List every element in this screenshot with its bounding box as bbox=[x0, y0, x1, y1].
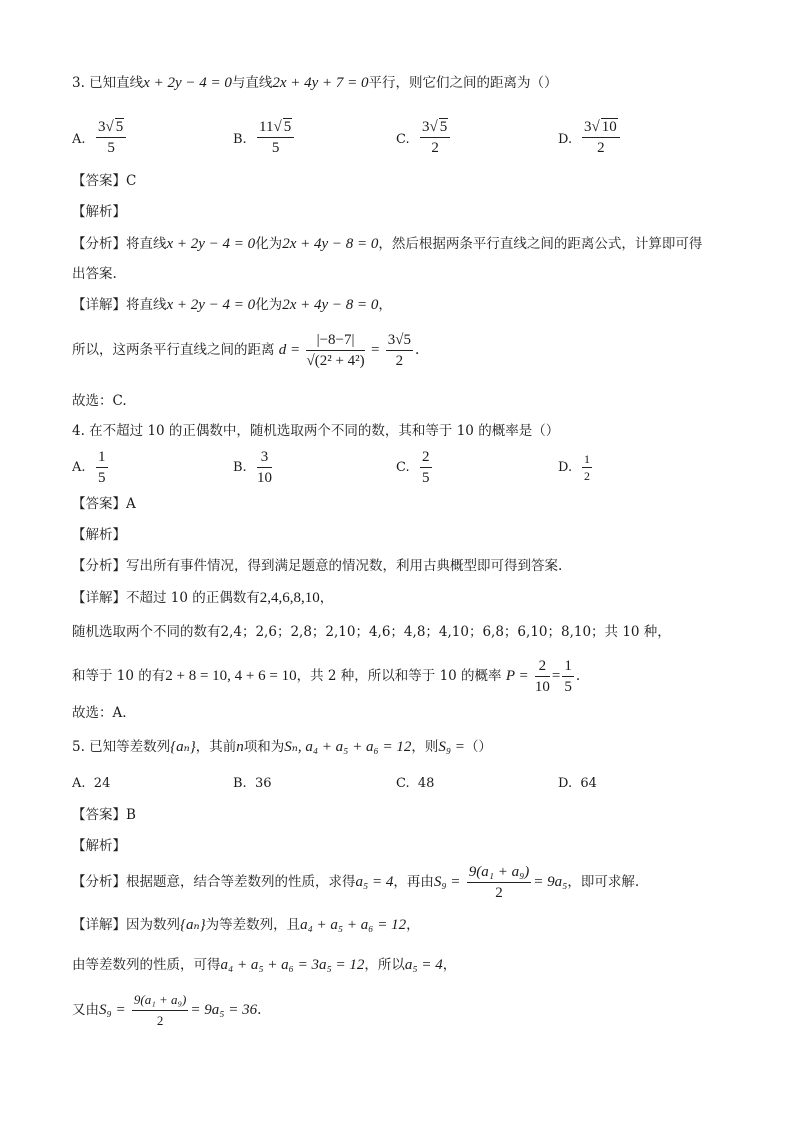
q5-option-c bbox=[396, 774, 434, 794]
q4-stem-text: 4. 在不超过 10 的正偶数中，随机选取两个不同的数，其和等于 10 的概率是（） bbox=[72, 423, 560, 439]
frac-den: 5 bbox=[564, 679, 572, 695]
q4-analysis-heading bbox=[72, 525, 126, 545]
frac-radicand: 5 bbox=[439, 119, 448, 135]
answer-value: B bbox=[126, 807, 136, 823]
q3-fenxi-text-4: 出答案. bbox=[72, 266, 117, 282]
q5-xj-text-2: 为等差数列，且 bbox=[205, 917, 301, 933]
option-label: D. bbox=[558, 460, 573, 475]
option-fraction bbox=[582, 452, 592, 483]
q4-guxuan-text: 故选：A. bbox=[72, 705, 127, 721]
answer-tag: 【答案】 bbox=[72, 807, 126, 823]
q3-xj-text: 将直线 bbox=[126, 297, 167, 313]
q5-prop-text-2: ，所以 bbox=[364, 957, 405, 973]
option-label: C. bbox=[396, 132, 410, 147]
frac-num: 1 bbox=[584, 452, 590, 466]
option-fraction bbox=[420, 448, 432, 487]
option-fraction: $\frac{3√ 5}{2}$ bbox=[420, 118, 450, 157]
frac-den: 5 bbox=[107, 140, 115, 156]
q4-option-c bbox=[396, 448, 536, 490]
frac-den: 5 bbox=[98, 470, 106, 486]
q3-xj-text-3: ， bbox=[378, 297, 392, 313]
option-value: 36 bbox=[254, 776, 272, 791]
frac-radicand: 5 bbox=[115, 119, 124, 135]
q4-xj-text: 不超过 10 的正偶数有 bbox=[126, 590, 260, 606]
q4-option-a bbox=[72, 448, 212, 490]
q3-dist-fraction bbox=[306, 331, 364, 370]
q4-sum-text-2: ，共 2 种，所以和等于 10 的概率 bbox=[296, 668, 502, 684]
q4-prob-result bbox=[562, 657, 574, 696]
q5-stem-text-5: （） bbox=[464, 739, 492, 755]
q3-xj-eq2: 2x + 4y − 8 = 0 bbox=[282, 297, 379, 313]
q3-stem-text: 3. 已知直线 bbox=[72, 75, 144, 91]
q5-again-text-2: . bbox=[257, 1002, 262, 1018]
q3-line2-equation: 2x + 4y + 7 = 0 bbox=[272, 75, 369, 91]
option-label: D. bbox=[558, 776, 573, 791]
frac-coef: 11 bbox=[259, 119, 274, 135]
q5-fenxi bbox=[72, 862, 639, 902]
option-label: A. bbox=[72, 776, 86, 791]
q5-option-a bbox=[72, 774, 110, 794]
q5-stem-text-2: ，其前 bbox=[195, 739, 237, 755]
q4-xj-text-2: ， bbox=[319, 590, 334, 606]
frac-den: 2 bbox=[431, 140, 439, 156]
xiangjie-tag: 【详解】 bbox=[72, 917, 126, 933]
q4-guxuan bbox=[72, 703, 127, 723]
frac-den: 2 bbox=[156, 1013, 164, 1028]
q3-distance: 所以，这两条平行直线之间的距离 d = $\frac{|-8-7|}{\text{√(2² + 4²)}}$ = $\frac{3√5}{2}$ . bbox=[72, 332, 420, 369]
q3-dist-result bbox=[386, 331, 413, 370]
q5-fenxi-eq1: a₅ = 4 bbox=[355, 874, 394, 890]
option-fraction: $\frac{11√ 5}{5}$ bbox=[257, 118, 294, 157]
q5-stem-seq: {aₙ} bbox=[170, 739, 196, 755]
q3-xj-text-2: 化为 bbox=[255, 297, 283, 313]
fenxi-tag: 【分析】 bbox=[72, 874, 126, 890]
answer-value: A bbox=[126, 496, 136, 512]
q5-stem-text-3: 项和为 bbox=[243, 739, 285, 755]
q3-answer bbox=[72, 171, 136, 191]
frac-den: 10 bbox=[534, 679, 550, 695]
q4-sum-text: 和等于 10 的有 bbox=[72, 668, 166, 684]
q5-fenxi-text: 根据题意，结合等差数列的性质，求得 bbox=[126, 874, 356, 890]
q5-fenxi-text-3: ，即可求解. bbox=[567, 874, 640, 890]
fenxi-tag: 【分析】 bbox=[72, 558, 126, 574]
q4-stem bbox=[72, 421, 559, 441]
option-fraction: $\frac{3√ 10}{2}$ bbox=[582, 118, 620, 157]
option-label: A. bbox=[72, 132, 86, 147]
frac-num: 3√5 bbox=[386, 331, 413, 351]
option-label: B. bbox=[233, 460, 247, 475]
q5-again bbox=[72, 990, 261, 1030]
q3-analysis-heading bbox=[72, 202, 126, 222]
frac-den: 5 bbox=[271, 140, 280, 156]
q5-xj-eq: a₄ + a₅ + a₆ = 12 bbox=[300, 917, 407, 933]
analysis-tag: 【解析】 bbox=[72, 838, 126, 854]
q5-prop-eq: a₄ + a₅ + a₆ = 3a₅ = 12 bbox=[220, 957, 365, 973]
q3-dist-text: 所以，这两条平行直线之间的距离 bbox=[72, 342, 275, 358]
q4-sum: 和等于 10 的有2 + 8 = 10, 4 + 6 = 10，共 2 种，所以和等于 10 的概率 P = $\frac{2}{10}$ = $\frac{1}{5}$ . bbox=[72, 658, 581, 695]
q5-stem-text: 5. 已知等差数列 bbox=[72, 739, 171, 755]
q5-again-s9: S₉ = bbox=[99, 1002, 126, 1018]
frac-num: 9(a₁ + a₉) bbox=[132, 991, 188, 1011]
q5-again-text: 又由 bbox=[72, 1002, 99, 1018]
q5-prop-text-3: ， bbox=[442, 957, 457, 973]
q3-stem-text-2: 与直线 bbox=[231, 75, 273, 91]
q3-option-c bbox=[396, 118, 536, 164]
q5-option-b bbox=[233, 774, 272, 794]
frac-num: 1 bbox=[562, 657, 574, 677]
frac-num: 3 bbox=[257, 448, 272, 468]
q4-answer bbox=[72, 494, 136, 514]
q4-xj-set: 2,4,6,8,10 bbox=[259, 590, 320, 606]
option-label: C. bbox=[396, 460, 410, 475]
q4-sum-p: P = bbox=[505, 668, 529, 684]
q5-xj-seq: {aₙ} bbox=[180, 917, 206, 933]
q3-fenxi bbox=[72, 234, 702, 254]
q5-answer bbox=[72, 805, 136, 825]
q4-xiangjie bbox=[72, 588, 333, 608]
q5-option-d bbox=[558, 774, 597, 794]
frac-den: 2 bbox=[495, 885, 503, 901]
analysis-tag: 【解析】 bbox=[72, 527, 126, 543]
q3-fenxi-text-2: 化为 bbox=[255, 236, 283, 252]
answer-tag: 【答案】 bbox=[72, 496, 126, 512]
xiangjie-tag: 【详解】 bbox=[72, 297, 126, 313]
q3-option-d bbox=[558, 118, 698, 164]
q3-fenxi-eq2: 2x + 4y − 8 = 0 bbox=[282, 236, 379, 252]
option-label: D. bbox=[558, 132, 573, 147]
q5-fenxi-eq2: = 9a₅ bbox=[533, 874, 568, 890]
frac-den: 2 bbox=[597, 140, 605, 156]
frac-num: 1 bbox=[96, 448, 108, 468]
q4-sum-eq: 2 + 8 = 10, 4 + 6 = 10 bbox=[165, 668, 297, 684]
frac-den: √(2² + 4²) bbox=[306, 353, 365, 369]
q5-again-eq: = 9a₅ = 36 bbox=[190, 1002, 258, 1018]
q4-pairs bbox=[72, 622, 671, 642]
q3-stem-text-3: 平行，则它们之间的距离为（） bbox=[368, 75, 558, 91]
frac-num: 9(a₁ + a₉) bbox=[467, 863, 532, 883]
frac-den: 5 bbox=[422, 470, 430, 486]
q3-option-b bbox=[233, 118, 373, 164]
q5-fenxi-text-2: ，再由 bbox=[393, 874, 434, 890]
q4-fenxi-text: 写出所有事件情况，得到满足题意的情况数，利用古典概型即可得到答案. bbox=[126, 558, 563, 574]
q3-fenxi-eq1: x + 2y − 4 = 0 bbox=[166, 236, 256, 252]
answer-tag: 【答案】 bbox=[72, 173, 126, 189]
q5-analysis-heading bbox=[72, 836, 126, 856]
q5-prop-eq2: a₅ = 4 bbox=[404, 957, 443, 973]
frac-num: |−8−7| bbox=[306, 331, 364, 351]
frac-coef: 3 bbox=[98, 119, 106, 135]
answer-value: C bbox=[126, 173, 137, 189]
option-label: B. bbox=[233, 132, 247, 147]
option-label: B. bbox=[233, 776, 247, 791]
q3-line1-equation: x + 2y − 4 = 0 bbox=[143, 75, 232, 91]
option-fraction bbox=[257, 448, 272, 487]
frac-num: 2 bbox=[420, 448, 432, 468]
frac-den: 10 bbox=[257, 470, 272, 486]
q4-pairs-text: 随机选取两个不同的数有2,4；2,6；2,8；2,10；4,6；4,8；4,10；6,8；6,10；8,10；共 10 种， bbox=[72, 624, 671, 640]
q3-stem bbox=[72, 73, 558, 93]
option-value: 64 bbox=[580, 776, 597, 791]
q5-stem-text-4: ，则 bbox=[411, 739, 439, 755]
q4-fenxi bbox=[72, 556, 562, 576]
q3-xj-eq1: x + 2y − 4 = 0 bbox=[166, 297, 256, 313]
q3-guxuan bbox=[72, 391, 127, 411]
q5-xj-text-3: ， bbox=[406, 917, 420, 933]
option-label: A. bbox=[72, 460, 86, 475]
q3-fenxi-text-3: ，然后根据两条平行直线之间的距离公式，计算即可得 bbox=[378, 236, 703, 252]
q5-xiangjie bbox=[72, 915, 420, 935]
q5-fenxi-s9: S₉ = bbox=[433, 874, 461, 890]
q3-guxuan-text: 故选：C. bbox=[72, 393, 127, 409]
q5-stem-eq: Sₙ, a₄ + a₅ + a₆ = 12 bbox=[284, 739, 412, 755]
q5-property bbox=[72, 955, 456, 975]
q5-again-fraction bbox=[132, 991, 188, 1030]
q3-xiangjie bbox=[72, 295, 392, 315]
q3-fenxi-text: 将直线 bbox=[126, 236, 167, 252]
option-value: 48 bbox=[417, 776, 435, 791]
q5-fenxi-fraction bbox=[467, 863, 532, 902]
q3-fenxi-cont bbox=[72, 264, 117, 284]
xiangjie-tag: 【详解】 bbox=[72, 590, 126, 606]
option-value: 24 bbox=[93, 776, 111, 791]
q5-prop-text: 由等差数列的性质，可得 bbox=[72, 957, 221, 973]
option-fraction: $\frac{3√ 5}{5}$ bbox=[96, 118, 126, 157]
q4-prob-fraction bbox=[535, 657, 550, 696]
frac-radicand: 10 bbox=[601, 119, 617, 135]
q5-stem-s9: S₉ = bbox=[438, 739, 465, 755]
option-fraction bbox=[96, 448, 108, 487]
q4-option-b bbox=[233, 448, 373, 490]
frac-coef: 3 bbox=[584, 119, 592, 135]
q5-xj-text: 因为数列 bbox=[126, 917, 180, 933]
q4-option-d bbox=[558, 448, 698, 490]
analysis-tag: 【解析】 bbox=[72, 204, 126, 220]
frac-radicand: 5 bbox=[283, 119, 292, 135]
q3-option-a bbox=[72, 118, 212, 164]
option-label: C. bbox=[396, 776, 410, 791]
q3-dist-var: d = bbox=[278, 342, 301, 358]
frac-num: 2 bbox=[535, 657, 550, 677]
q5-stem bbox=[72, 737, 492, 757]
q5-stem-n: n bbox=[236, 739, 244, 755]
frac-den: 2 bbox=[584, 469, 590, 483]
fenxi-tag: 【分析】 bbox=[72, 236, 126, 252]
frac-coef: 3 bbox=[422, 119, 430, 135]
frac-den: 2 bbox=[395, 353, 404, 369]
